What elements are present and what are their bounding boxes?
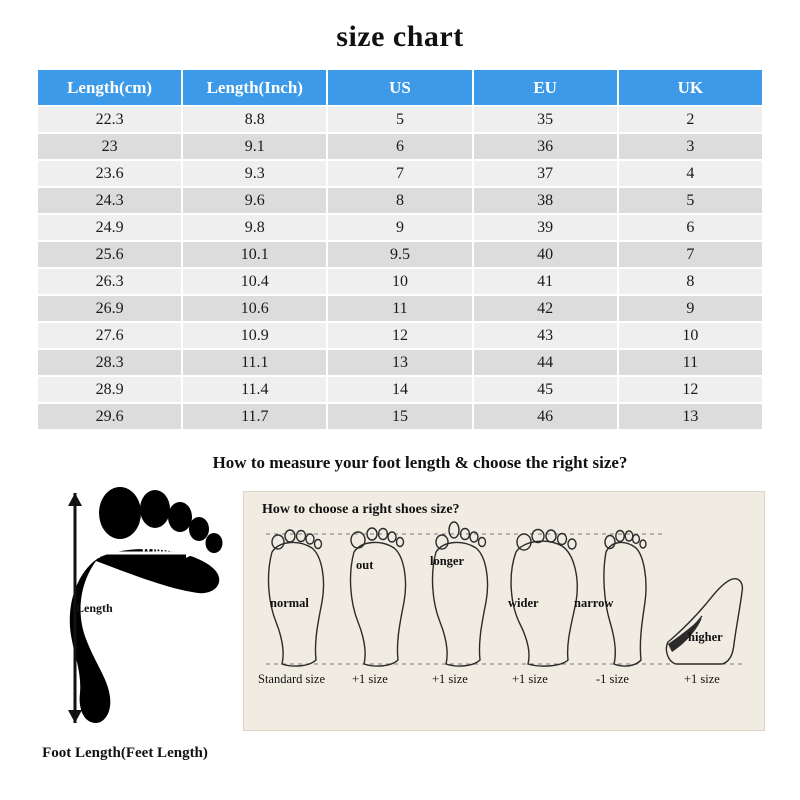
table-header-row (38, 70, 762, 105)
width-label: Width (140, 541, 173, 555)
shoe-size-guide-heading: How to choose a right shoes size? (262, 502, 460, 517)
cell-length-cm: 22.3 (38, 107, 181, 132)
cell-eu: 41 (474, 269, 617, 294)
cell-length-cm: 28.3 (38, 350, 181, 375)
size-note-standard: Standard size (258, 672, 325, 686)
cell-eu: 46 (474, 404, 617, 429)
size-chart-table (36, 68, 764, 431)
cell-us: 11 (328, 296, 471, 321)
table-row (38, 323, 762, 348)
cell-uk: 4 (619, 161, 762, 186)
foot-shape-label-narrow: narrow (574, 596, 614, 610)
cell-us: 15 (328, 404, 471, 429)
table-row (38, 188, 762, 213)
size-note-wider: +1 size (512, 672, 548, 686)
cell-eu: 42 (474, 296, 617, 321)
cell-length-inch: 8.8 (183, 107, 326, 132)
cell-length-cm: 24.9 (38, 215, 181, 240)
cell-length-cm: 28.9 (38, 377, 181, 402)
table-row (38, 107, 762, 132)
cell-us: 12 (328, 323, 471, 348)
foot-shape-label-out: out (356, 558, 374, 572)
table-row (38, 377, 762, 402)
cell-us: 6 (328, 134, 471, 159)
cell-length-inch: 10.1 (183, 242, 326, 267)
cell-us: 7 (328, 161, 471, 186)
cell-uk: 7 (619, 242, 762, 267)
cell-uk: 3 (619, 134, 762, 159)
length-label: Length (76, 601, 113, 615)
cell-us: 14 (328, 377, 471, 402)
size-note-out: +1 size (352, 672, 388, 686)
foot-shape-label-longer: longer (430, 554, 465, 568)
cell-length-inch: 10.9 (183, 323, 326, 348)
cell-uk: 8 (619, 269, 762, 294)
footprint-diagram (0, 473, 250, 768)
cell-eu: 38 (474, 188, 617, 213)
table-row (38, 269, 762, 294)
size-note-narrow: -1 size (596, 672, 629, 686)
table-row (38, 161, 762, 186)
page-title: size chart (336, 20, 464, 53)
cell-uk: 6 (619, 215, 762, 240)
cell-length-cm: 29.6 (38, 404, 181, 429)
foot-shape-label-wider: wider (508, 596, 539, 610)
size-chart-table-container (36, 68, 764, 431)
cell-length-inch: 9.1 (183, 134, 326, 159)
cell-uk: 5 (619, 188, 762, 213)
measurement-guide-section (0, 453, 800, 783)
shoe-size-guide-panel (243, 491, 765, 731)
cell-uk: 2 (619, 107, 762, 132)
table-header (38, 70, 762, 105)
cell-length-cm: 23 (38, 134, 181, 159)
foot-shape-label-higher: higher (688, 630, 723, 644)
foot-shapes-svg (244, 492, 764, 730)
size-note-longer: +1 size (432, 672, 468, 686)
cell-length-inch: 10.4 (183, 269, 326, 294)
cell-length-cm: 27.6 (38, 323, 181, 348)
cell-us: 5 (328, 107, 471, 132)
cell-eu: 35 (474, 107, 617, 132)
table-body (38, 107, 762, 429)
cell-eu: 44 (474, 350, 617, 375)
column-header-length-inch: Length(Inch) (183, 70, 326, 105)
table-row (38, 215, 762, 240)
column-header-us: US (328, 70, 471, 105)
cell-us: 13 (328, 350, 471, 375)
cell-eu: 39 (474, 215, 617, 240)
cell-length-inch: 11.4 (183, 377, 326, 402)
table-row (38, 134, 762, 159)
footprint-svg (0, 473, 250, 743)
cell-uk: 10 (619, 323, 762, 348)
cell-length-inch: 11.7 (183, 404, 326, 429)
foot-shape-label-normal: normal (270, 596, 309, 610)
cell-eu: 36 (474, 134, 617, 159)
foot-length-caption: Foot Length(Feet Length) (42, 745, 208, 761)
diagram-row (0, 473, 800, 773)
cell-length-inch: 10.6 (183, 296, 326, 321)
cell-eu: 37 (474, 161, 617, 186)
cell-length-inch: 9.8 (183, 215, 326, 240)
cell-length-cm: 26.3 (38, 269, 181, 294)
measurement-guide-heading: How to measure your foot length & choose the right size? (212, 453, 628, 472)
table-row (38, 350, 762, 375)
cell-length-cm: 24.3 (38, 188, 181, 213)
cell-us: 8 (328, 188, 471, 213)
cell-uk: 11 (619, 350, 762, 375)
cell-length-inch: 9.6 (183, 188, 326, 213)
cell-uk: 9 (619, 296, 762, 321)
cell-eu: 43 (474, 323, 617, 348)
column-header-length-cm: Length(cm) (38, 70, 181, 105)
cell-length-cm: 26.9 (38, 296, 181, 321)
cell-length-cm: 25.6 (38, 242, 181, 267)
cell-eu: 40 (474, 242, 617, 267)
cell-uk: 12 (619, 377, 762, 402)
cell-us: 10 (328, 269, 471, 294)
cell-us: 9 (328, 215, 471, 240)
column-header-eu: EU (474, 70, 617, 105)
cell-us: 9.5 (328, 242, 471, 267)
cell-uk: 13 (619, 404, 762, 429)
cell-length-inch: 9.3 (183, 161, 326, 186)
column-header-uk: UK (619, 70, 762, 105)
cell-length-cm: 23.6 (38, 161, 181, 186)
table-row (38, 242, 762, 267)
size-note-higher: +1 size (684, 672, 720, 686)
cell-eu: 45 (474, 377, 617, 402)
table-row (38, 404, 762, 429)
table-row (38, 296, 762, 321)
cell-length-inch: 11.1 (183, 350, 326, 375)
